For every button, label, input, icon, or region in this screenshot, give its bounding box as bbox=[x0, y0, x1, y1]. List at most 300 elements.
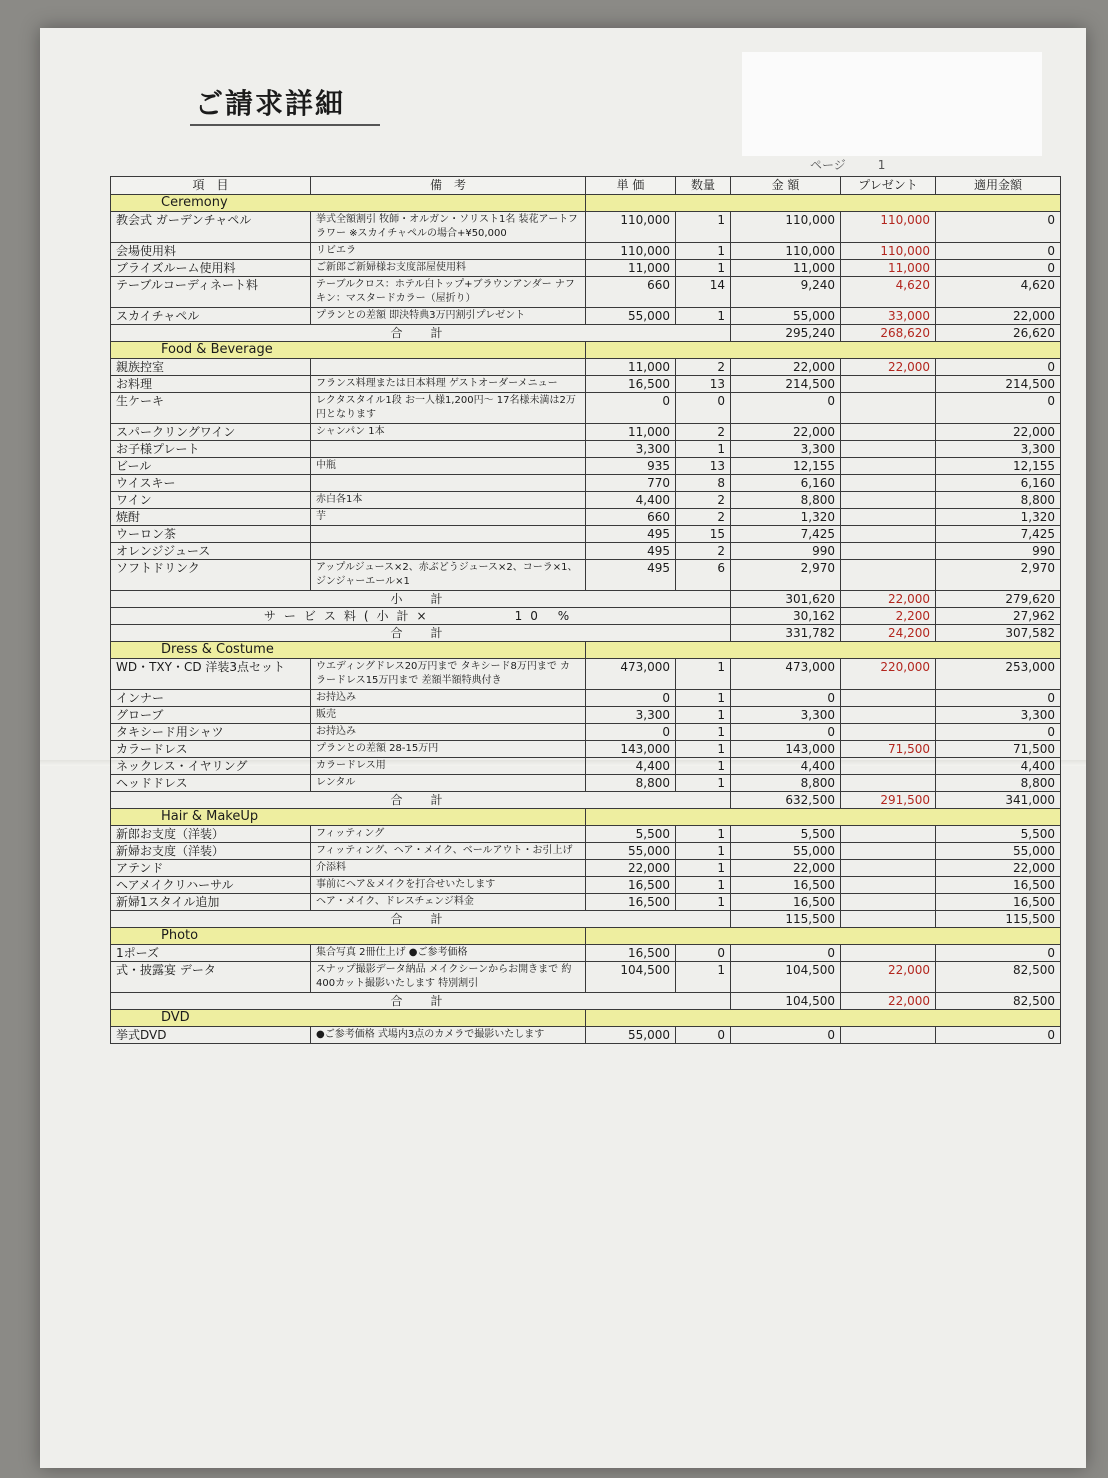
unit-price: 143,000 bbox=[586, 741, 676, 758]
section-header bbox=[111, 1010, 1061, 1027]
unit-price: 935 bbox=[586, 458, 676, 475]
unit-price: 5,500 bbox=[586, 826, 676, 843]
header-present: プレゼント bbox=[841, 177, 936, 195]
section-header bbox=[111, 342, 1061, 359]
quantity: 1 bbox=[676, 308, 731, 325]
applied-amount: 2,970 bbox=[936, 560, 1061, 591]
item-name: グローブ bbox=[111, 707, 311, 724]
present bbox=[841, 560, 936, 591]
total-label: 合 計 bbox=[111, 625, 731, 642]
total-label: 合 計 bbox=[111, 325, 731, 342]
unit-price: 3,300 bbox=[586, 707, 676, 724]
present bbox=[841, 707, 936, 724]
section-fill bbox=[586, 1010, 1061, 1027]
amount: 4,400 bbox=[731, 758, 841, 775]
total-amount: 104,500 bbox=[731, 993, 841, 1010]
total-present: 22,000 bbox=[841, 993, 936, 1010]
quantity: 1 bbox=[676, 707, 731, 724]
applied-amount: 7,425 bbox=[936, 526, 1061, 543]
total-amount: 115,500 bbox=[731, 911, 841, 928]
applied-amount: 3,300 bbox=[936, 707, 1061, 724]
applied-amount: 990 bbox=[936, 543, 1061, 560]
applied-amount: 6,160 bbox=[936, 475, 1061, 492]
applied-amount: 4,400 bbox=[936, 758, 1061, 775]
table-row bbox=[111, 962, 1061, 993]
table-row bbox=[111, 758, 1061, 775]
item-name: ブライズルーム使用料 bbox=[111, 260, 311, 277]
applied-amount: 0 bbox=[936, 260, 1061, 277]
invoice-body bbox=[111, 195, 1061, 1044]
total-applied: 341,000 bbox=[936, 792, 1061, 809]
item-note: ご新郎ご新婦様お支度部屋使用料 bbox=[311, 260, 586, 277]
amount: 22,000 bbox=[731, 359, 841, 376]
quantity: 6 bbox=[676, 560, 731, 591]
unit-price: 16,500 bbox=[586, 376, 676, 393]
section-fill bbox=[586, 642, 1061, 659]
amount: 214,500 bbox=[731, 376, 841, 393]
amount: 16,500 bbox=[731, 894, 841, 911]
amount: 5,500 bbox=[731, 826, 841, 843]
table-row bbox=[111, 724, 1061, 741]
applied-amount: 8,800 bbox=[936, 775, 1061, 792]
table-row bbox=[111, 475, 1061, 492]
section-name: Food & Beverage bbox=[111, 342, 586, 359]
quantity: 1 bbox=[676, 260, 731, 277]
section-name: Hair & MakeUp bbox=[111, 809, 586, 826]
total-present: 22,000 bbox=[841, 591, 936, 608]
unit-price: 660 bbox=[586, 277, 676, 308]
item-note: レンタル bbox=[311, 775, 586, 792]
present bbox=[841, 945, 936, 962]
section-fill bbox=[586, 195, 1061, 212]
total-amount: 632,500 bbox=[731, 792, 841, 809]
total-row bbox=[111, 911, 1061, 928]
section-header bbox=[111, 642, 1061, 659]
table-row bbox=[111, 393, 1061, 424]
table-row bbox=[111, 775, 1061, 792]
quantity: 1 bbox=[676, 243, 731, 260]
item-note: 事前にヘア＆メイクを打合せいたします bbox=[311, 877, 586, 894]
quantity: 14 bbox=[676, 277, 731, 308]
table-row bbox=[111, 877, 1061, 894]
item-name: 1ポーズ bbox=[111, 945, 311, 962]
section-header bbox=[111, 195, 1061, 212]
quantity: 1 bbox=[676, 860, 731, 877]
total-row bbox=[111, 625, 1061, 642]
total-amount: 331,782 bbox=[731, 625, 841, 642]
total-applied: 307,582 bbox=[936, 625, 1061, 642]
item-name: テーブルコーディネート料 bbox=[111, 277, 311, 308]
total-label: 合 計 bbox=[111, 792, 731, 809]
present bbox=[841, 860, 936, 877]
applied-amount: 3,300 bbox=[936, 441, 1061, 458]
total-applied: 279,620 bbox=[936, 591, 1061, 608]
total-applied: 82,500 bbox=[936, 993, 1061, 1010]
item-name: ネックレス・イヤリング bbox=[111, 758, 311, 775]
amount: 0 bbox=[731, 690, 841, 707]
table-row bbox=[111, 243, 1061, 260]
section-header bbox=[111, 809, 1061, 826]
section-name: Photo bbox=[111, 928, 586, 945]
item-name: 挙式DVD bbox=[111, 1027, 311, 1044]
applied-amount: 71,500 bbox=[936, 741, 1061, 758]
amount: 6,160 bbox=[731, 475, 841, 492]
applied-amount: 0 bbox=[936, 1027, 1061, 1044]
item-note: お持込み bbox=[311, 690, 586, 707]
table-row bbox=[111, 945, 1061, 962]
present bbox=[841, 690, 936, 707]
amount: 0 bbox=[731, 945, 841, 962]
unit-price: 495 bbox=[586, 543, 676, 560]
item-note: プランとの差額 28-15万円 bbox=[311, 741, 586, 758]
item-note: ヘア・メイク、ドレスチェンジ料金 bbox=[311, 894, 586, 911]
item-name: ウイスキー bbox=[111, 475, 311, 492]
total-label: サービス料(小計× 10 % bbox=[111, 608, 731, 625]
unit-price: 660 bbox=[586, 509, 676, 526]
table-row bbox=[111, 376, 1061, 393]
unit-price: 495 bbox=[586, 560, 676, 591]
item-note: シャンパン 1本 bbox=[311, 424, 586, 441]
unit-price: 495 bbox=[586, 526, 676, 543]
table-row bbox=[111, 690, 1061, 707]
item-note: 中瓶 bbox=[311, 458, 586, 475]
amount: 0 bbox=[731, 724, 841, 741]
present bbox=[841, 475, 936, 492]
quantity: 2 bbox=[676, 359, 731, 376]
unit-price: 0 bbox=[586, 690, 676, 707]
table-row bbox=[111, 308, 1061, 325]
quantity: 1 bbox=[676, 894, 731, 911]
item-note: フランス料理または日本料理 ゲストオーダーメニュー bbox=[311, 376, 586, 393]
item-name: 新婦お支度（洋装） bbox=[111, 843, 311, 860]
quantity: 1 bbox=[676, 758, 731, 775]
amount: 11,000 bbox=[731, 260, 841, 277]
table-row bbox=[111, 826, 1061, 843]
item-name: 焼酎 bbox=[111, 509, 311, 526]
unit-price: 22,000 bbox=[586, 860, 676, 877]
present: 22,000 bbox=[841, 359, 936, 376]
item-name: インナー bbox=[111, 690, 311, 707]
item-name: 新郎お支度（洋装） bbox=[111, 826, 311, 843]
quantity: 2 bbox=[676, 424, 731, 441]
applied-amount: 214,500 bbox=[936, 376, 1061, 393]
present: 220,000 bbox=[841, 659, 936, 690]
applied-amount: 0 bbox=[936, 359, 1061, 376]
quantity: 15 bbox=[676, 526, 731, 543]
amount: 0 bbox=[731, 1027, 841, 1044]
table-row bbox=[111, 458, 1061, 475]
item-name: 会場使用料 bbox=[111, 243, 311, 260]
unit-price: 110,000 bbox=[586, 212, 676, 243]
item-note bbox=[311, 543, 586, 560]
item-name: スパークリングワイン bbox=[111, 424, 311, 441]
unit-price: 0 bbox=[586, 724, 676, 741]
total-label: 合 計 bbox=[111, 993, 731, 1010]
section-name: Dress & Costume bbox=[111, 642, 586, 659]
page-label: ページ bbox=[810, 158, 846, 172]
quantity: 0 bbox=[676, 1027, 731, 1044]
quantity: 13 bbox=[676, 376, 731, 393]
table-row bbox=[111, 212, 1061, 243]
unit-price: 16,500 bbox=[586, 894, 676, 911]
item-name: カラードレス bbox=[111, 741, 311, 758]
quantity: 1 bbox=[676, 441, 731, 458]
item-name: 式・披露宴 データ bbox=[111, 962, 311, 993]
present bbox=[841, 509, 936, 526]
applied-amount: 5,500 bbox=[936, 826, 1061, 843]
item-note: アップルジュース×2、赤ぶどうジュース×2、コーラ×1、ジンジャーエール×1 bbox=[311, 560, 586, 591]
page-number-value: 1 bbox=[877, 158, 886, 172]
amount: 16,500 bbox=[731, 877, 841, 894]
item-note: 挙式全額割引 牧師・オルガン・ソリスト1名 装花アートフラワー ※スカイチャペルの場合+¥50,000 bbox=[311, 212, 586, 243]
table-row bbox=[111, 277, 1061, 308]
applied-amount: 1,320 bbox=[936, 509, 1061, 526]
table-row bbox=[111, 424, 1061, 441]
section-fill bbox=[586, 809, 1061, 826]
quantity: 1 bbox=[676, 690, 731, 707]
applied-amount: 16,500 bbox=[936, 894, 1061, 911]
total-applied: 115,500 bbox=[936, 911, 1061, 928]
item-note bbox=[311, 441, 586, 458]
quantity: 1 bbox=[676, 775, 731, 792]
table-row bbox=[111, 894, 1061, 911]
present bbox=[841, 877, 936, 894]
applied-amount: 4,620 bbox=[936, 277, 1061, 308]
item-name: オレンジジュース bbox=[111, 543, 311, 560]
amount: 110,000 bbox=[731, 243, 841, 260]
section-fill bbox=[586, 342, 1061, 359]
item-name: 新婦1スタイル追加 bbox=[111, 894, 311, 911]
item-note: 販売 bbox=[311, 707, 586, 724]
header-qty: 数量 bbox=[676, 177, 731, 195]
unit-price: 11,000 bbox=[586, 424, 676, 441]
applied-amount: 16,500 bbox=[936, 877, 1061, 894]
item-note: ●ご参考価格 式場内3点のカメラで撮影いたします bbox=[311, 1027, 586, 1044]
item-note: スナップ撮影データ納品 メイクシーンからお開きまで 約400カット撮影いたします 特別割引 bbox=[311, 962, 586, 993]
total-label: 小 計 bbox=[111, 591, 731, 608]
applied-amount: 12,155 bbox=[936, 458, 1061, 475]
header-applied: 適用金額 bbox=[936, 177, 1061, 195]
unit-price: 110,000 bbox=[586, 243, 676, 260]
quantity: 1 bbox=[676, 826, 731, 843]
item-name: タキシード用シャツ bbox=[111, 724, 311, 741]
amount: 3,300 bbox=[731, 707, 841, 724]
present bbox=[841, 1027, 936, 1044]
amount: 9,240 bbox=[731, 277, 841, 308]
quantity: 0 bbox=[676, 393, 731, 424]
total-amount: 295,240 bbox=[731, 325, 841, 342]
applied-amount: 8,800 bbox=[936, 492, 1061, 509]
amount: 3,300 bbox=[731, 441, 841, 458]
present: 4,620 bbox=[841, 277, 936, 308]
page-title: ご請求詳細 bbox=[195, 87, 346, 120]
total-present: 291,500 bbox=[841, 792, 936, 809]
present bbox=[841, 775, 936, 792]
title-underline bbox=[190, 124, 380, 126]
amount: 22,000 bbox=[731, 860, 841, 877]
item-note: カラードレス用 bbox=[311, 758, 586, 775]
present bbox=[841, 843, 936, 860]
section-header bbox=[111, 928, 1061, 945]
present bbox=[841, 724, 936, 741]
present: 110,000 bbox=[841, 212, 936, 243]
unit-price: 16,500 bbox=[586, 877, 676, 894]
item-name: ウーロン茶 bbox=[111, 526, 311, 543]
table-row bbox=[111, 260, 1061, 277]
item-note: フィッティング、ヘア・メイク、ベールアウト・お引上げ bbox=[311, 843, 586, 860]
quantity: 1 bbox=[676, 212, 731, 243]
present bbox=[841, 526, 936, 543]
table-row bbox=[111, 526, 1061, 543]
item-name: ワイン bbox=[111, 492, 311, 509]
table-row bbox=[111, 543, 1061, 560]
present: 71,500 bbox=[841, 741, 936, 758]
header-row bbox=[111, 177, 1061, 195]
quantity: 1 bbox=[676, 659, 731, 690]
unit-price: 770 bbox=[586, 475, 676, 492]
redacted-block bbox=[742, 52, 1042, 156]
table-row bbox=[111, 843, 1061, 860]
applied-amount: 55,000 bbox=[936, 843, 1061, 860]
applied-amount: 0 bbox=[936, 945, 1061, 962]
amount: 8,800 bbox=[731, 775, 841, 792]
unit-price: 11,000 bbox=[586, 359, 676, 376]
amount: 55,000 bbox=[731, 308, 841, 325]
table-row bbox=[111, 441, 1061, 458]
item-note: ウエディングドレス20万円まで タキシード8万円まで カラードレス15万円まで 差額半額特典付き bbox=[311, 659, 586, 690]
total-label: 合 計 bbox=[111, 911, 731, 928]
table-row bbox=[111, 741, 1061, 758]
present bbox=[841, 393, 936, 424]
present bbox=[841, 376, 936, 393]
amount: 8,800 bbox=[731, 492, 841, 509]
present: 110,000 bbox=[841, 243, 936, 260]
total-row bbox=[111, 325, 1061, 342]
table-row bbox=[111, 359, 1061, 376]
present bbox=[841, 441, 936, 458]
total-amount: 301,620 bbox=[731, 591, 841, 608]
item-note: 集合写真 2冊仕上げ ●ご参考価格 bbox=[311, 945, 586, 962]
applied-amount: 22,000 bbox=[936, 424, 1061, 441]
unit-price: 11,000 bbox=[586, 260, 676, 277]
amount: 0 bbox=[731, 393, 841, 424]
total-amount: 30,162 bbox=[731, 608, 841, 625]
item-note: フィッティング bbox=[311, 826, 586, 843]
amount: 104,500 bbox=[731, 962, 841, 993]
quantity: 1 bbox=[676, 724, 731, 741]
amount: 22,000 bbox=[731, 424, 841, 441]
item-note: 芋 bbox=[311, 509, 586, 526]
unit-price: 0 bbox=[586, 393, 676, 424]
applied-amount: 0 bbox=[936, 393, 1061, 424]
item-note: リビエラ bbox=[311, 243, 586, 260]
quantity: 1 bbox=[676, 843, 731, 860]
total-row bbox=[111, 792, 1061, 809]
present bbox=[841, 826, 936, 843]
present: 11,000 bbox=[841, 260, 936, 277]
table-row bbox=[111, 707, 1061, 724]
item-name: ヘッドドレス bbox=[111, 775, 311, 792]
item-note: プランとの差額 即決特典3万円割引プレゼント bbox=[311, 308, 586, 325]
amount: 7,425 bbox=[731, 526, 841, 543]
item-name: スカイチャペル bbox=[111, 308, 311, 325]
table-row bbox=[111, 1027, 1061, 1044]
item-name: WD・TXY・CD 洋装3点セット bbox=[111, 659, 311, 690]
table-row bbox=[111, 659, 1061, 690]
present bbox=[841, 458, 936, 475]
item-name: アテンド bbox=[111, 860, 311, 877]
unit-price: 473,000 bbox=[586, 659, 676, 690]
amount: 473,000 bbox=[731, 659, 841, 690]
table-row bbox=[111, 860, 1061, 877]
unit-price: 8,800 bbox=[586, 775, 676, 792]
item-name: ビール bbox=[111, 458, 311, 475]
item-name: 教会式 ガーデンチャペル bbox=[111, 212, 311, 243]
present bbox=[841, 492, 936, 509]
amount: 1,320 bbox=[731, 509, 841, 526]
applied-amount: 0 bbox=[936, 243, 1061, 260]
table-row bbox=[111, 509, 1061, 526]
present: 33,000 bbox=[841, 308, 936, 325]
unit-price: 55,000 bbox=[586, 1027, 676, 1044]
amount: 990 bbox=[731, 543, 841, 560]
quantity: 2 bbox=[676, 492, 731, 509]
item-name: お料理 bbox=[111, 376, 311, 393]
amount: 12,155 bbox=[731, 458, 841, 475]
applied-amount: 22,000 bbox=[936, 308, 1061, 325]
item-name: ソフトドリンク bbox=[111, 560, 311, 591]
section-name: DVD bbox=[111, 1010, 586, 1027]
present bbox=[841, 894, 936, 911]
unit-price: 4,400 bbox=[586, 492, 676, 509]
section-name: Ceremony bbox=[111, 195, 586, 212]
item-note bbox=[311, 526, 586, 543]
unit-price: 4,400 bbox=[586, 758, 676, 775]
quantity: 13 bbox=[676, 458, 731, 475]
section-fill bbox=[586, 928, 1061, 945]
applied-amount: 253,000 bbox=[936, 659, 1061, 690]
item-note: お持込み bbox=[311, 724, 586, 741]
quantity: 2 bbox=[676, 543, 731, 560]
applied-amount: 0 bbox=[936, 212, 1061, 243]
total-row bbox=[111, 993, 1061, 1010]
unit-price: 16,500 bbox=[586, 945, 676, 962]
total-present: 2,200 bbox=[841, 608, 936, 625]
applied-amount: 22,000 bbox=[936, 860, 1061, 877]
applied-amount: 0 bbox=[936, 724, 1061, 741]
unit-price: 3,300 bbox=[586, 441, 676, 458]
unit-price: 104,500 bbox=[586, 962, 676, 993]
amount: 55,000 bbox=[731, 843, 841, 860]
present bbox=[841, 758, 936, 775]
total-row bbox=[111, 591, 1061, 608]
header-amount: 金 額 bbox=[731, 177, 841, 195]
header-item: 項 目 bbox=[111, 177, 311, 195]
unit-price: 55,000 bbox=[586, 308, 676, 325]
applied-amount: 0 bbox=[936, 690, 1061, 707]
present bbox=[841, 543, 936, 560]
quantity: 1 bbox=[676, 877, 731, 894]
present bbox=[841, 424, 936, 441]
table-row bbox=[111, 492, 1061, 509]
quantity: 0 bbox=[676, 945, 731, 962]
total-applied: 27,962 bbox=[936, 608, 1061, 625]
quantity: 1 bbox=[676, 962, 731, 993]
item-name: ヘアメイクリハーサル bbox=[111, 877, 311, 894]
total-present bbox=[841, 911, 936, 928]
total-present: 24,200 bbox=[841, 625, 936, 642]
item-name: 生ケーキ bbox=[111, 393, 311, 424]
